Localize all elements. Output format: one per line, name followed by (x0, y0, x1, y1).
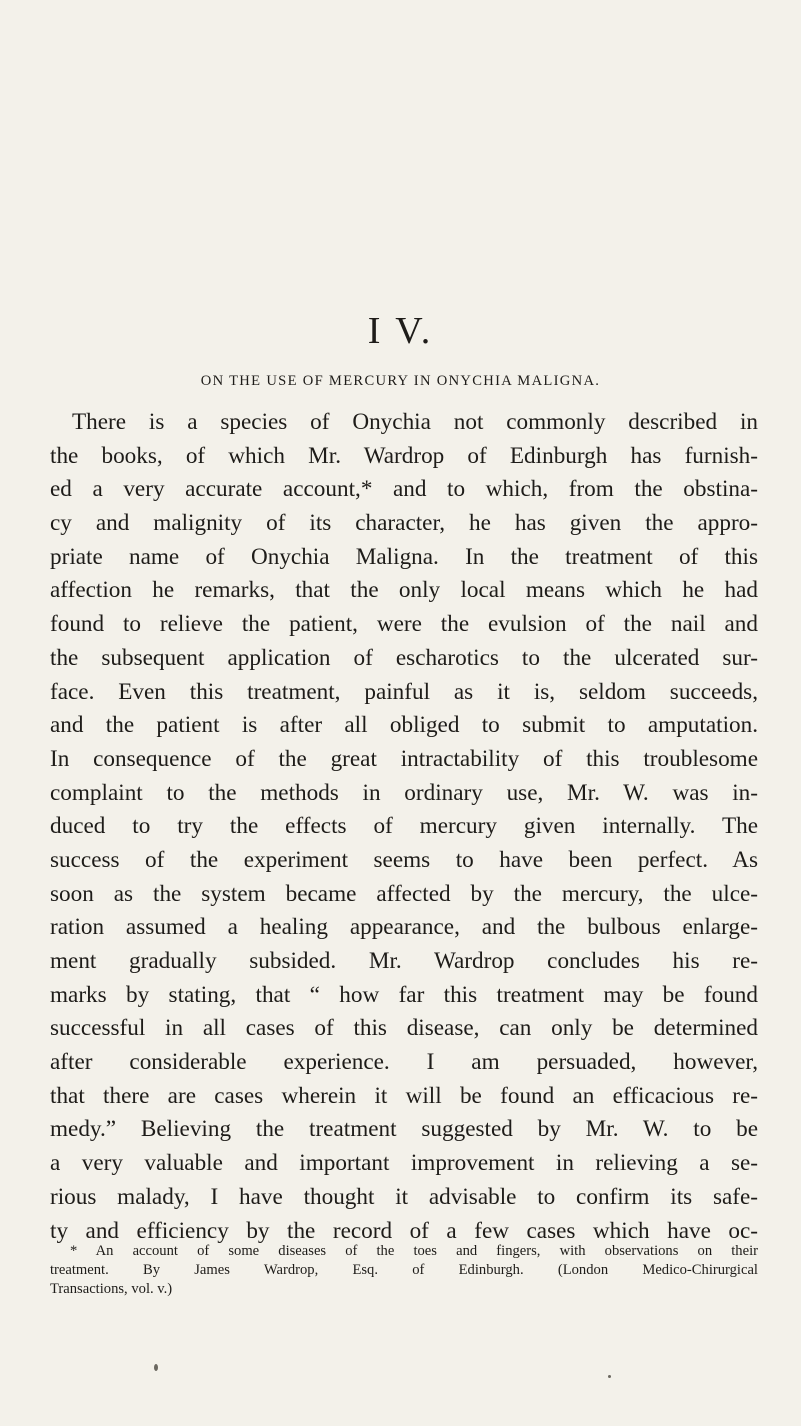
body-line: found to relieve the patient, were the evulsion of the nail and (50, 611, 758, 638)
body-line: priate name of Onychia Maligna. In the treatment of this (50, 543, 758, 570)
body-line: marks by stating, that “ how far this treatment may be found (50, 981, 758, 1008)
body-line: complaint to the methods in ordinary use, Mr. W. was in- (50, 779, 758, 806)
footnote-line: treatment. By James Wardrop, Esq. of Edinburgh. (London Medico-Chirurgical (50, 1262, 758, 1279)
chapter-title: ON THE USE OF MERCURY IN ONYCHIA MALIGNA. (200, 373, 601, 389)
body-text (50, 406, 758, 1248)
body-line: ty and efficiency by the record of a few cases which have oc- (50, 1217, 758, 1244)
body-line: ment gradually subsided. Mr. Wardrop concludes his re- (50, 948, 758, 974)
body-line: medy.” Believing the treatment suggested by Mr. W. to be (50, 1116, 758, 1143)
body-line: face. Even this treatment, painful as it is, seldom succeeds, (50, 678, 758, 705)
body-line: In consequence of the great intractability of this troublesome (50, 745, 758, 772)
paper-speck (608, 1375, 611, 1378)
footnote-line: Transactions, vol. v.) (50, 1281, 173, 1298)
body-line: a very valuable and important improvement in relieving a se- (50, 1150, 758, 1177)
body-line: There is a species of Onychia not commonly described in (72, 409, 758, 435)
body-line: successful in all cases of this disease, can only be determined (50, 1015, 758, 1042)
body-line: soon as the system became affected by the mercury, the ulce- (50, 880, 758, 907)
footnote (50, 1242, 758, 1300)
body-line: success of the experiment seems to have been perfect. As (50, 846, 758, 873)
body-line: the subsequent application of escharotics to the ulcerated sur- (50, 644, 758, 671)
body-line: ed a very accurate account,* and to which, from the obstina- (50, 476, 758, 503)
body-line: duced to try the effects of mercury given internally. The (50, 813, 758, 840)
paper-speck (154, 1364, 158, 1371)
footnote-line: * An account of some diseases of the toes and fingers, with observations on their (70, 1243, 758, 1259)
body-line: rious malady, I have thought it advisable to confirm its safe- (50, 1183, 758, 1210)
body-line: affection he remarks, that the only local means which he had (50, 577, 758, 604)
body-line: the books, of which Mr. Wardrop of Edinburgh has furnish- (50, 442, 758, 469)
body-line: ration assumed a healing appearance, and the bulbous enlarge- (50, 914, 758, 941)
body-line: after considerable experience. I am persuaded, however, (50, 1049, 758, 1076)
body-line: cy and malignity of its character, he has given the appro- (50, 510, 758, 537)
body-line: that there are cases wherein it will be found an efficacious re- (50, 1082, 758, 1109)
chapter-number: I V. (367, 310, 434, 352)
body-line: and the patient is after all obliged to submit to amputation. (50, 712, 758, 739)
